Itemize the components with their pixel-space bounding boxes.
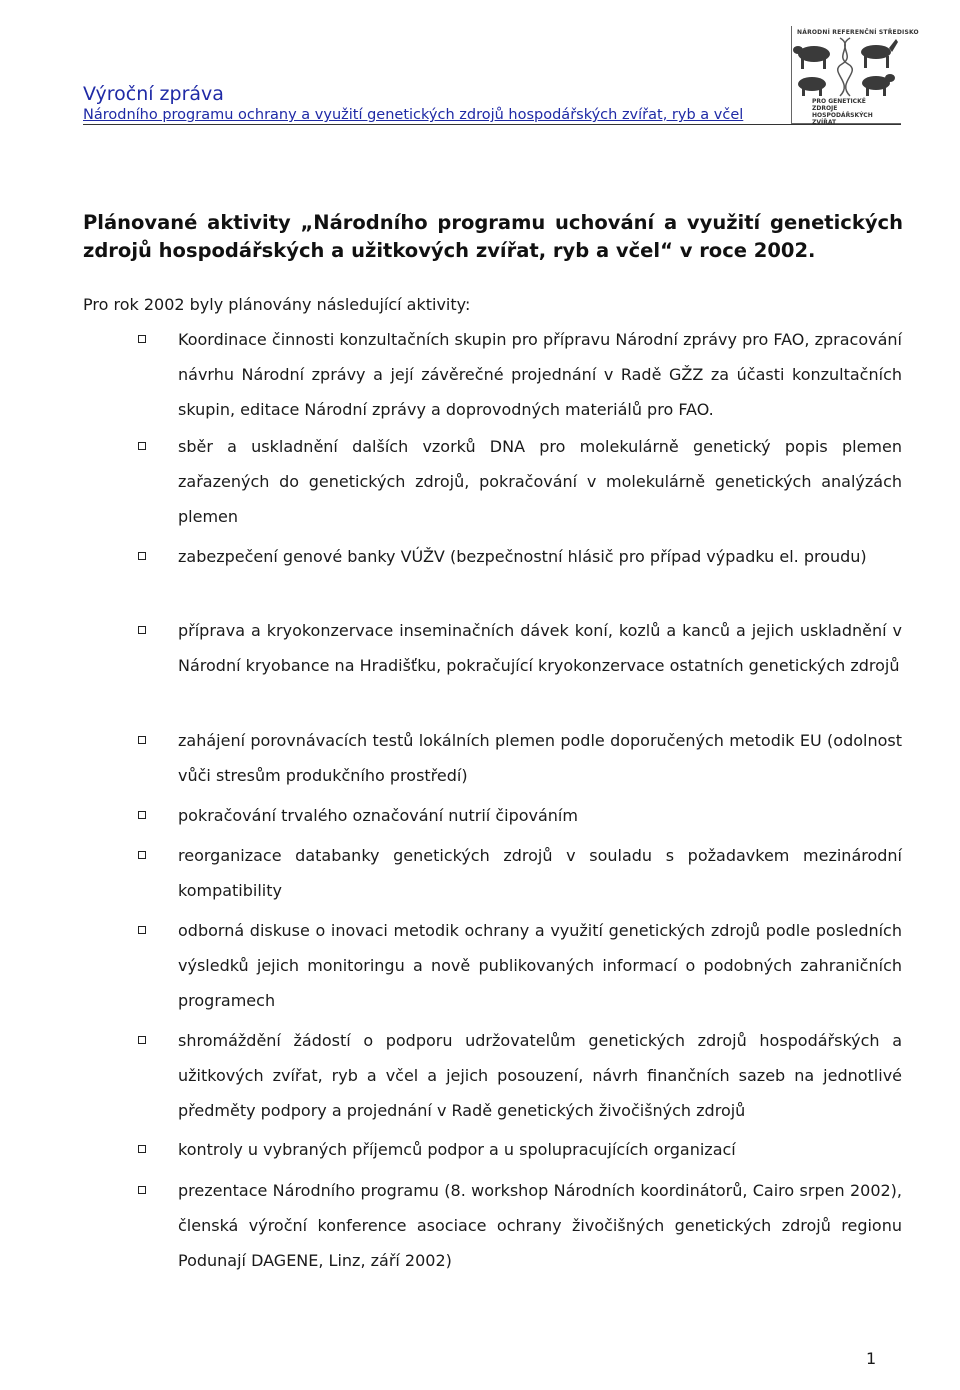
checkbox-bullet-icon <box>138 442 146 450</box>
checkbox-bullet-icon <box>138 811 146 819</box>
intro-paragraph: Pro rok 2002 byly plánovány následující aktivity: <box>83 295 471 314</box>
list-item: kontroly u vybraných příjemců podpor a u spolupracujících organizací <box>178 1132 902 1167</box>
checkbox-bullet-icon <box>138 1036 146 1044</box>
list-item: pokračování trvalého označování nutrií čipováním <box>178 798 902 833</box>
logo-bottom-text: PRO GENETICKÉ ZDROJE HOSPODÁŘSKÝCH ZVÍŘAT <box>812 98 873 126</box>
checkbox-bullet-icon <box>138 626 146 634</box>
list-item: sběr a uskladnění dalších vzorků DNA pro molekulárně genetický popis plemen zařazených do genetických zdrojů, pokračování v molekulárně genetických analýzách plemen <box>178 429 902 534</box>
list-item: odborná diskuse o inovaci metodik ochrany a využití genetických zdrojů podle posledních výsledků jejich monitoringu a nově publikovaných informací o podobných zahraničních programech <box>178 913 902 1018</box>
list-item: příprava a kryokonzervace inseminačních dávek koní, kozlů a kanců a jejich uskladnění v Národní kryobance na Hradišťku, pokračující kryokonzervace ostatních genetických zdrojů <box>178 613 902 683</box>
list-item: Koordinace činnosti konzultačních skupin pro přípravu Národní zprávy pro FAO, zpracování návrhu Národní zprávy a její závěrečné projednání v Radě GŽZ za účasti konzultačních skupin, editace Národní zprávy a doprovodných materiálů pro FAO. <box>178 322 902 427</box>
list-item: reorganizace databanky genetických zdrojů v souladu s požadavkem mezinárodní kompatibility <box>178 838 902 908</box>
checkbox-bullet-icon <box>138 851 146 859</box>
list-item: prezentace Národního programu (8. workshop Národních koordinátorů, Cairo srpen 2002), členská výroční konference asociace ochrany živočišných genetických zdrojů regionu Podunají DAGENE, Linz, září 2002) <box>178 1173 902 1278</box>
checkbox-bullet-icon <box>138 552 146 560</box>
report-subtitle: Národního programu ochrany a využití genetických zdrojů hospodářských zvířat, ryb a včel <box>83 107 744 123</box>
checkbox-bullet-icon <box>138 1145 146 1153</box>
checkbox-bullet-icon <box>138 335 146 343</box>
list-item: zahájení porovnávacích testů lokálních plemen podle doporučených metodik EU (odolnost vůči stresům produkčního prostředí) <box>178 723 902 793</box>
checkbox-bullet-icon <box>138 1186 146 1194</box>
list-item: zabezpečení genové banky VÚŽV (bezpečnostní hlásič pro případ výpadku el. proudu) <box>178 539 902 574</box>
checkbox-bullet-icon <box>138 736 146 744</box>
list-item: shromáždění žádostí o podporu udržovatelům genetických zdrojů hospodářských a užitkových zvířat, ryb a včel a jejich posouzení, návrh finančních sazeb na jednotlivé předměty podpory a projednání v Radě genetických živočišných zdrojů <box>178 1023 902 1128</box>
checkbox-bullet-icon <box>138 926 146 934</box>
logo-top-text: NÁRODNÍ REFERENČNÍ STŘEDISKO <box>797 29 919 36</box>
page-number: 1 <box>866 1349 877 1368</box>
report-title: Výroční zpráva <box>83 83 224 105</box>
section-heading: Plánované aktivity „Národního programu uchování a využití genetických zdrojů hospodářských a užitkových zvířat, ryb a včel“ v roce 2002. <box>83 211 903 262</box>
